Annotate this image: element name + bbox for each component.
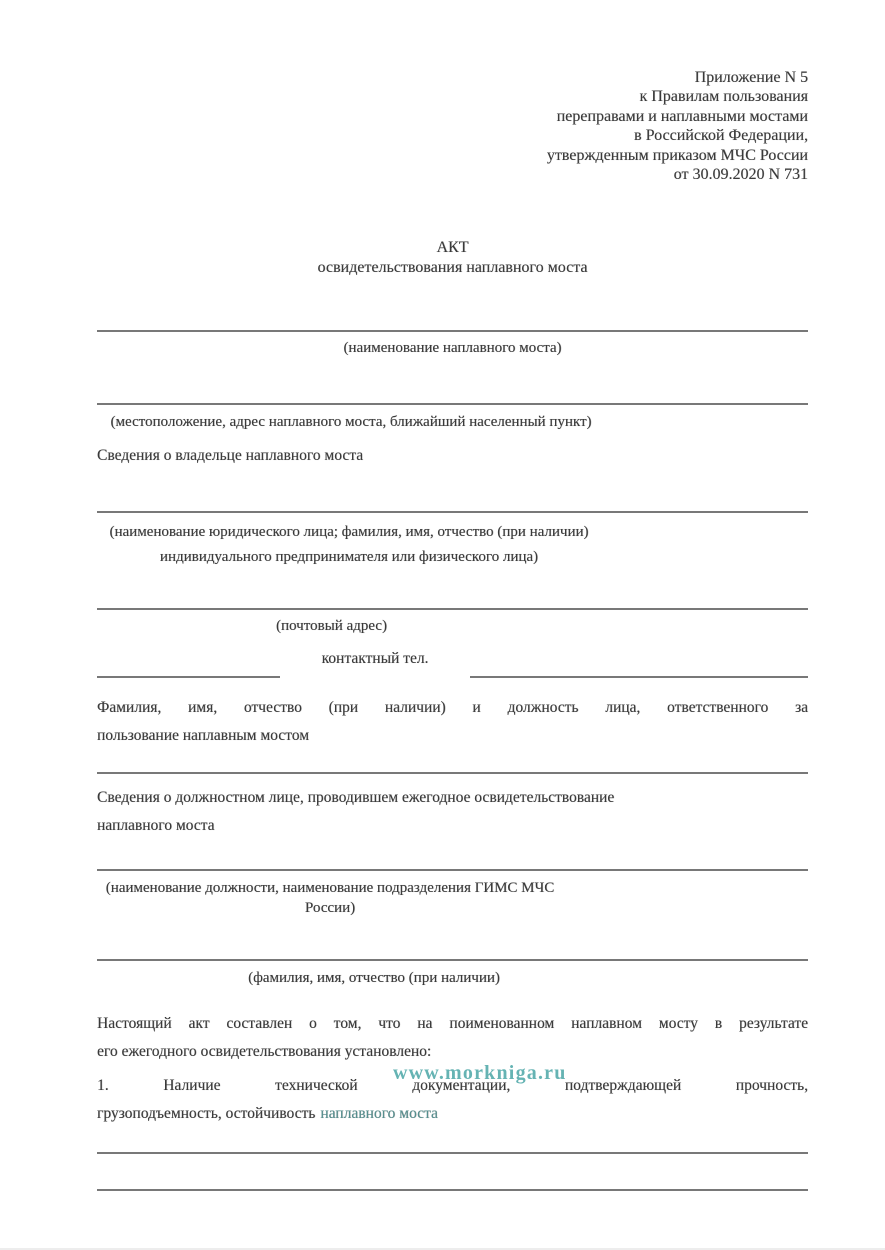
- appendix-note: [97, 68, 808, 184]
- blank-field-line-location: [97, 403, 808, 405]
- appendix-note-line: от 30.09.2020 N 731: [673, 166, 808, 184]
- appendix-note-line: утвержденным приказом МЧС России: [546, 146, 808, 164]
- appendix-note-line: к Правилам пользования: [639, 88, 808, 106]
- owner-info-heading: Сведения о владельце наплавного моста: [97, 447, 364, 465]
- caption-position: (наименование должности, наименование подразделения ГИМС МЧС России): [105, 880, 555, 917]
- blank-field-line-responsible-person: [97, 772, 808, 774]
- inspector-info-line2: наплавного моста: [97, 817, 215, 835]
- caption-fio: (фамилия, имя, отчество (при наличии): [248, 970, 500, 987]
- contact-phone-label: контактный тел.: [321, 650, 429, 668]
- item-1-line2: [97, 1100, 808, 1128]
- caption-owner: [97, 520, 601, 570]
- responsible-person-paragraph: [97, 694, 808, 750]
- blank-field-line-result-2: [97, 1189, 808, 1191]
- document-title-block: [97, 238, 808, 278]
- appendix-note-line: переправами и наплавными мостами: [556, 107, 808, 125]
- appendix-note-line: в Российской Федерации,: [634, 127, 808, 145]
- item-1-line2-text: грузоподъемность, остойчивость: [97, 1105, 316, 1123]
- document-title: АКТ: [436, 239, 469, 257]
- inspector-info-paragraph: [97, 784, 808, 840]
- caption-owner-line2: индивидуального предпринимателя или физического лица): [159, 549, 539, 566]
- responsible-person-line2: пользование наплавным мостом: [97, 727, 310, 745]
- blank-field-line-fio: [97, 959, 808, 961]
- blank-field-line-result-1: [97, 1152, 808, 1154]
- contact-phone-row: [97, 648, 808, 678]
- appendix-note-line: Приложение N 5: [694, 69, 808, 86]
- caption-postal-address: (почтовый адрес): [276, 618, 387, 635]
- responsible-person-line1: Фамилия, имя, отчество (при наличии) и должность лица, ответственного за: [97, 699, 808, 717]
- caption-bridge-name: (наименование наплавного моста): [343, 340, 562, 357]
- blank-field-line-postal-address: [97, 608, 808, 610]
- caption-location: (местоположение, адрес наплавного моста, ближайший населенный пункт): [110, 414, 592, 431]
- blank-field-line-bridge-name: [97, 330, 808, 332]
- act-form-document: [97, 0, 808, 1191]
- item-1-line2-watermark-tinted-text: наплавного моста: [320, 1105, 438, 1123]
- act-statement-paragraph: [97, 1010, 808, 1066]
- blank-field-line-position: [97, 869, 808, 871]
- act-statement-line1: Настоящий акт составлен о том, что на поименованном наплавном мосту в результате: [97, 1015, 808, 1033]
- act-statement-line2: его ежегодного освидетельствования установлено:: [97, 1043, 432, 1061]
- blank-field-line-owner: [97, 511, 808, 513]
- caption-owner-line1: (наименование юридического лица; фамилия, имя, отчество (при наличии): [109, 524, 589, 541]
- blank-field-line-contact-phone: [470, 676, 808, 678]
- morkniga-watermark: www.morkniga.ru: [393, 1062, 567, 1084]
- item-1-line1: 1. Наличие технической документации, подтверждающей прочность,: [97, 1077, 808, 1095]
- document-subtitle: освидетельствования наплавного моста: [317, 259, 588, 277]
- item-1-paragraph: [97, 1072, 808, 1128]
- inspector-info-line1: Сведения о должностном лице, проводившем ежегодное освидетельствование: [97, 789, 615, 807]
- blank-field-line-left: [97, 676, 280, 678]
